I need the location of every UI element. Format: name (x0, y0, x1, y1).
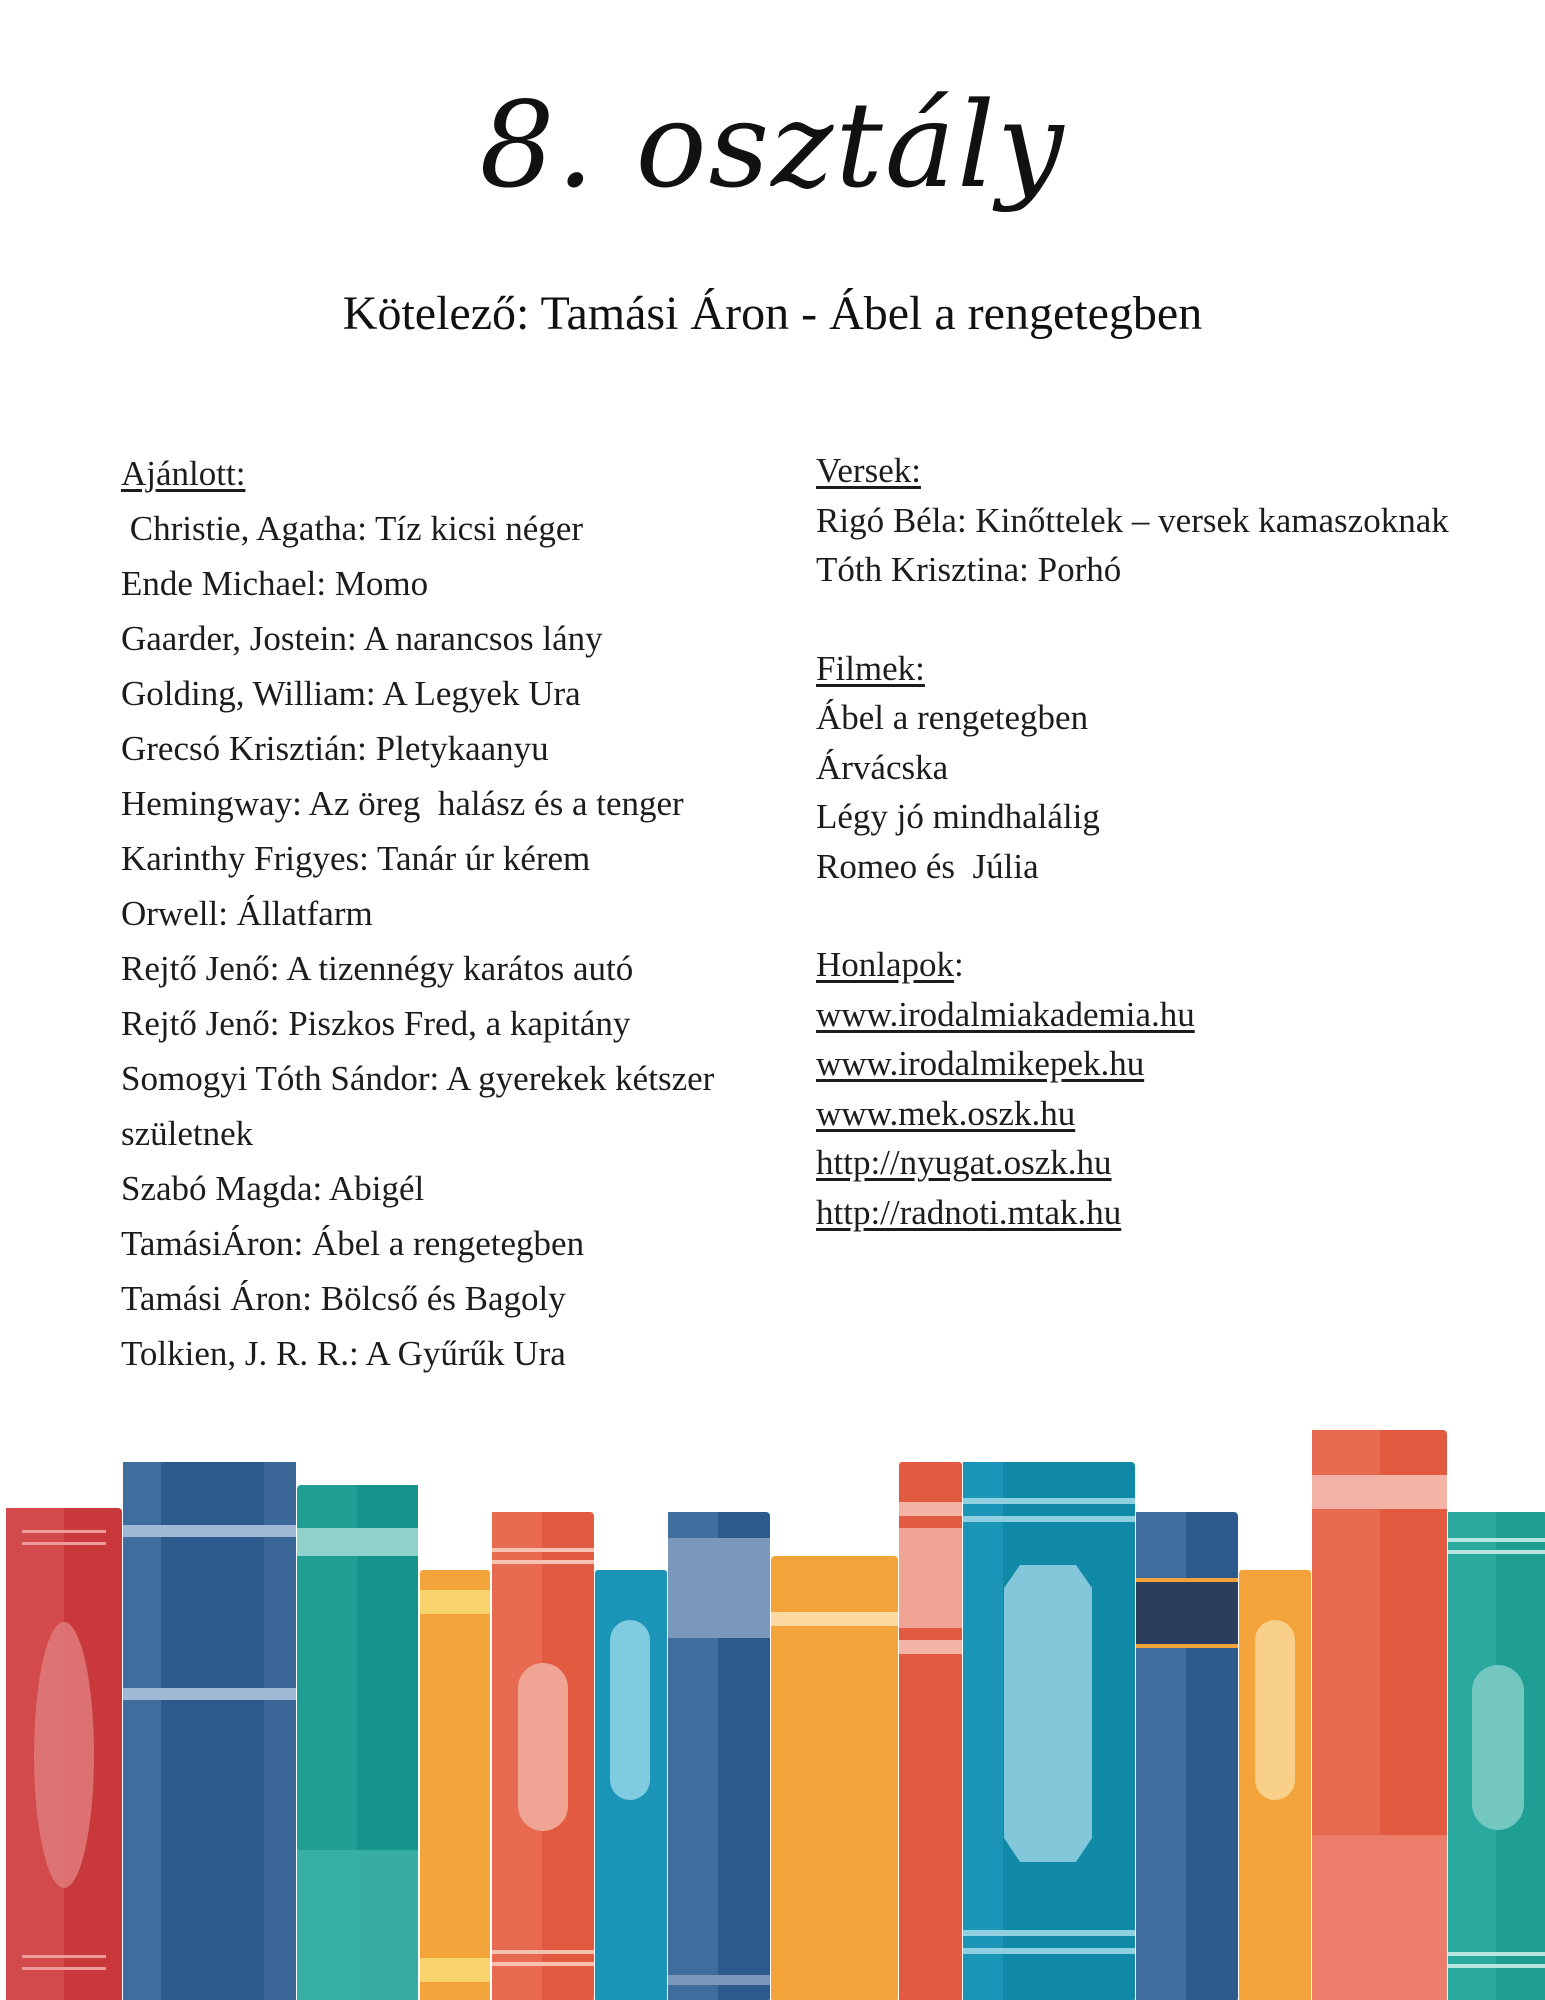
websites-section (816, 940, 1516, 1237)
book-spine (6, 1508, 122, 2000)
book-spine (595, 1570, 667, 2000)
recommended-item: Szabó Magda: Abigél (121, 1169, 425, 1208)
website-link[interactable]: www.mek.oszk.hu (816, 1093, 1076, 1133)
website-link[interactable]: http://nyugat.oszk.hu (816, 1143, 1112, 1182)
film-item: Légy jó mindhalálig (816, 797, 1100, 836)
book-spine (420, 1570, 490, 2000)
website-link[interactable]: www.irodalmiakademia.hu (816, 994, 1195, 1034)
recommended-item: Orwell: Állatfarm (121, 894, 373, 933)
websites-heading: Honlapok (816, 945, 955, 984)
websites-heading-colon: : (954, 945, 964, 984)
poem-item: Tóth Krisztina: Porhó (816, 550, 1122, 589)
websites-heading-row (816, 940, 1516, 990)
recommended-item: TamásiÁron: Ábel a rengetegben (121, 1224, 585, 1263)
mandatory-reading: Kötelező: Tamási Áron - Ábel a rengetegben (342, 287, 1203, 340)
recommended-section (121, 446, 801, 1381)
poems-section (816, 446, 1516, 595)
poems-heading: Versek: (816, 451, 921, 490)
page-title: 8. osztály (479, 76, 1066, 214)
recommended-item: Karinthy Frigyes: Tanár úr kérem (121, 839, 591, 878)
book-spine (1239, 1570, 1311, 2000)
recommended-item: Rejtő Jenő: Piszkos Fred, a kapitány (121, 1004, 631, 1043)
recommended-item: Hemingway: Az öreg halász és a tenger (121, 784, 684, 823)
recommended-heading: Ajánlott: (121, 454, 246, 493)
films-heading: Filmek: (816, 648, 925, 688)
book-spine (771, 1556, 898, 2000)
book-spine (123, 1462, 296, 2000)
recommended-item: Golding, William: A Legyek Ura (121, 674, 581, 713)
film-item: Romeo és Júlia (816, 846, 1039, 886)
book-spine (899, 1462, 962, 2000)
recommended-item: Rejtő Jenő: A tizennégy karátos autó (121, 949, 634, 988)
recommended-item: Gaarder, Jostein: A narancsos lány (121, 619, 603, 658)
book-spine (1136, 1512, 1238, 2000)
right-column (816, 446, 1516, 1237)
films-section (816, 644, 1516, 892)
film-item: Árvácska (816, 747, 949, 787)
recommended-item: Christie, Agatha: Tíz kicsi néger (121, 509, 584, 548)
book-spine (1312, 1430, 1447, 2000)
book-spine (963, 1462, 1135, 2000)
poem-item: Rigó Béla: Kinőttelek – versek kamaszoknak (816, 500, 1449, 540)
recommended-item: Somogyi Tóth Sándor: A gyerekek kétszer születnek (121, 1059, 715, 1153)
film-item: Ábel a rengetegben (816, 698, 1089, 737)
website-link[interactable]: http://radnoti.mtak.hu (816, 1192, 1122, 1232)
recommended-item: Grecsó Krisztián: Pletykaanyu (121, 729, 549, 768)
book-spine (1448, 1512, 1545, 2000)
recommended-item: Tamási Áron: Bölcső és Bagoly (121, 1279, 566, 1318)
website-link[interactable]: www.irodalmikepek.hu (816, 1044, 1145, 1083)
book-spine (492, 1512, 594, 2000)
recommended-item: Tolkien, J. R. R.: A Gyűrűk Ura (121, 1334, 566, 1373)
book-spine (297, 1485, 418, 2000)
recommended-item: Ende Michael: Momo (121, 564, 429, 603)
book-spine (668, 1512, 770, 2000)
